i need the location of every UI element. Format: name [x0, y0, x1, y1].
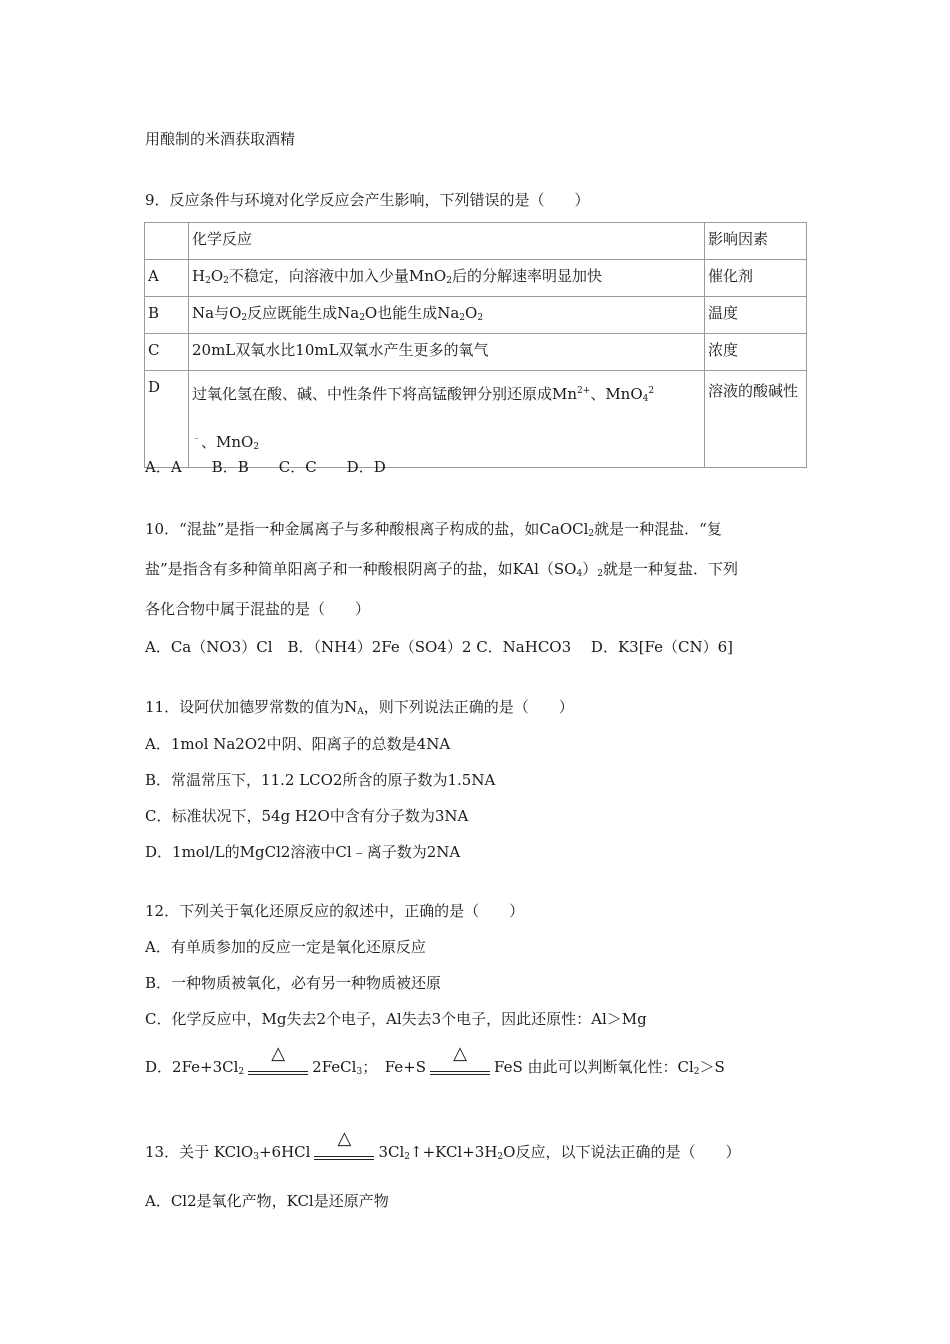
question-12-option-d: D．$2Fe+3Cl_2$ △ 2FeCl$_3$； Fe+S △ FeS 由此可以判断氧化性：$Cl_2>S$ [145, 1043, 725, 1077]
row-factor: 溶液的酸碱性 [705, 371, 807, 468]
heat-arrow-icon: △ [314, 1142, 374, 1162]
question-10-line-3: 各化合物中属于混盐的是（ ） [145, 600, 371, 618]
question-11-option-b: B．常温常压下，11.2 LCO2所含的原子数为1.5NA [145, 771, 496, 789]
row-label: A [145, 260, 189, 297]
header-cell-factor: 影响因素 [705, 223, 807, 260]
question-9-stem: 9．反应条件与环境对化学反应会产生影响，下列错误的是（ ） [145, 191, 590, 209]
question-13-option-a: A．Cl2是氧化产物，KCl是还原产物 [145, 1192, 389, 1210]
intro-text: 用酿制的米酒获取酒精 [145, 130, 296, 148]
question-12-option-a: A．有单质参加的反应一定是氧化还原反应 [145, 938, 426, 956]
question-10-options: A．Ca（NO3）Cl B．（NH4）2Fe（SO4）2 C．NaHCO3 D．K3[Fe（CN）6] [145, 638, 734, 656]
header-cell-label [145, 223, 189, 260]
question-12-option-b: B．一种物质被氧化，必有另一种物质被还原 [145, 974, 442, 992]
question-13-stem: 13．关于 KClO$_3$+6HCl △ $3Cl_2↑+KCl+3H_2O$反应，以下说法正确的是（ ） [145, 1128, 741, 1162]
row-reaction: Na与$O_2$反应既能生成$Na_2O$也能生成$Na_2O_2$ [189, 297, 705, 334]
row-factor: 温度 [705, 297, 807, 334]
table-header-row [145, 223, 807, 260]
table-row [145, 297, 807, 334]
question-11-option-a: A．1mol Na2O2中阴、阳离子的总数是4NA [145, 735, 451, 753]
question-12-stem: 12．下列关于氧化还原反应的叙述中，正确的是（ ） [145, 902, 525, 920]
heat-arrow-icon: △ [248, 1057, 308, 1077]
header-cell-reaction: 化学反应 [189, 223, 705, 260]
row-reaction: 20mL双氧水比10mL双氧水产生更多的氧气 [189, 334, 705, 371]
reaction-table [144, 222, 807, 468]
heat-arrow-icon: △ [430, 1057, 490, 1077]
question-11-option-c: C．标准状况下，54g H2O中含有分子数为3NA [145, 807, 469, 825]
row-label: D [145, 371, 189, 468]
table-row [145, 334, 807, 371]
question-10-line-2: 盐”是指含有多种简单阳离子和一种酸根阴离子的盐，如$KAl(SO_4)_2$就是一种复盐．下列 [145, 560, 738, 579]
row-reaction: $H_2O_2$不稳定，向溶液中加入少量MnO$_2$后的分解速率明显加快 [189, 260, 705, 297]
table-row [145, 371, 807, 468]
row-label: B [145, 297, 189, 334]
row-label: C [145, 334, 189, 371]
question-11-stem: 11．设阿伏加德罗常数的值为$N_A$，则下列说法正确的是（ ） [145, 698, 574, 717]
table-row [145, 260, 807, 297]
question-10-line-1: 10．“混盐”是指一种金属离子与多种酸根离子构成的盐，如CaOCl$_2$就是一种混盐．“复 [145, 520, 722, 539]
question-9-options: A．A B．B C．C D．D [145, 458, 386, 476]
question-11-option-d: D．1mol/L的MgCl2溶液中Cl﹣离子数为2NA [145, 843, 461, 861]
row-factor: 浓度 [705, 334, 807, 371]
row-factor: 催化剂 [705, 260, 807, 297]
question-12-option-c: C．化学反应中，Mg失去2个电子，Al失去3个电子，因此还原性：Al＞Mg [145, 1010, 647, 1028]
row-reaction: 过氧化氢在酸、碱、中性条件下将高锰酸钾分别还原成$Mn^{2+}$、MnO$_4^2$ ﹣、MnO$_2$ [189, 371, 705, 468]
